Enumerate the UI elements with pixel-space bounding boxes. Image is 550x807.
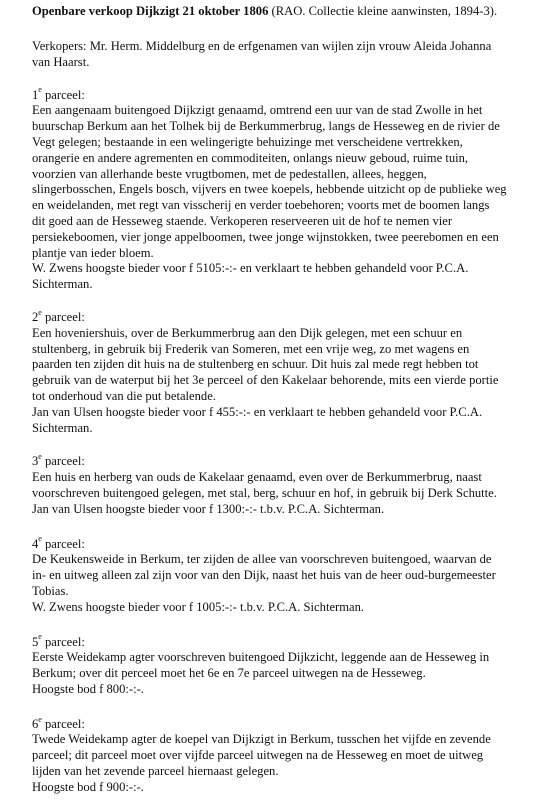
- parcel-number: 3: [32, 454, 39, 469]
- parcel-bid-line: Jan van Ulsen hoogste bieder voor f 1300:-:- t.b.v. P.C.A. Sichterman.: [32, 501, 385, 516]
- parcel-heading: [32, 307, 542, 326]
- parcel-ordinal: e: [38, 452, 42, 462]
- parcel-text-line: De Keukensweide in Berkum, ter zijden de allee van voorschreven buitengoed, waarvan de: [32, 552, 492, 567]
- parcel-heading: [32, 714, 542, 733]
- parcel-bid-line: Sichterman.: [32, 277, 93, 292]
- parcel-text-line: voorzien van allerhande beste vrugtbomen, met de pedestallen, allees, heggen,: [32, 166, 427, 181]
- document-title-source: (RAO. Collectie kleine aanwinsten, 1894-3).: [268, 4, 498, 18]
- parcel-bid-line: Hoogste bod f 900:-:-.: [32, 779, 144, 794]
- parcel-ordinal: e: [38, 85, 42, 95]
- parcel-text-line: plantje van ieder bloem.: [32, 245, 154, 260]
- parcel-text-line: Twede Weidekamp agter de koepel van Dijkzigt in Berkum, tusschen het vijfde en zevende: [32, 732, 491, 747]
- parcel-heading: [32, 85, 542, 104]
- parcel-text-line: tot onderhoud van die put betalende.: [32, 388, 216, 403]
- parcel-text-line: slingerbosschen, Engels bosch, vijvers en twee koepels, hebbende uitzicht op de publieke weg: [32, 182, 507, 197]
- parcel-text-line: stultenberg, in gebruik bij Frederik van Someren, met een vrije weg, zo met wagens en: [32, 341, 470, 356]
- parcel-heading: [32, 534, 542, 553]
- parcel-ordinal: e: [38, 714, 42, 724]
- parcel-text-line: Een aangenaam buitengoed Dijkzigt genaamd, omtrend een uur van de stad Zwolle in het: [32, 103, 483, 118]
- document-title-bold: Openbare verkoop Dijkzigt 21 oktober 1806: [32, 4, 269, 18]
- parcel-text-line: buurschap Berkum aan het Tolhek bij de Berkummerbrug, langs de Hesseweg en de rivier de: [32, 119, 500, 134]
- parcel-2: [32, 307, 542, 436]
- parcel-number: 6: [32, 716, 39, 731]
- parcel-label: parceel:: [41, 87, 85, 102]
- parcel-text-line: lijden van het zevende parceel hiernaast gelegen.: [32, 764, 279, 779]
- parcel-4: [32, 534, 542, 616]
- parcel-text-line: Een huis en herberg van ouds de Kakelaar genaamd, even over de Berkummerbrug, naast: [32, 470, 482, 485]
- parcel-number: 2: [32, 309, 39, 324]
- parcel-ordinal: e: [38, 534, 42, 544]
- parcel-1: [32, 85, 542, 293]
- parcel-ordinal: e: [38, 632, 42, 642]
- parcel-text-line: en weidelanden, met regt van visscherij en verder toebehoren; voorts met de boomen langs: [32, 198, 490, 213]
- parcel-3: [32, 454, 542, 517]
- parcel-text-line: in- en uitweg alleen zal zijn voor van den Dijk, naast het huis van de heer oud-burgemeester: [32, 568, 496, 583]
- parcel-label: parceel:: [41, 454, 85, 469]
- parcel-text-line: Een hoveniershuis, over de Berkummerbrug aan den Dijk gelegen, met een schuur en: [32, 325, 463, 340]
- sellers-line: Verkopers: Mr. Herm. Middelburg en de erfgenamen van wijlen zijn vrouw Aleida Johanna: [32, 39, 492, 53]
- parcel-text-line: Eerste Weidekamp agter voorschreven buitengoed Dijkzicht, leggende aan de Hesseweg in: [32, 650, 490, 665]
- parcel-heading: [32, 632, 542, 651]
- parcel-ordinal: e: [38, 307, 42, 317]
- parcel-bid-line: W. Zwens hoogste bieder voor f 1005:-:- t.b.v. P.C.A. Sichterman.: [32, 599, 365, 614]
- sellers-paragraph: [32, 39, 542, 71]
- parcel-5: [32, 632, 542, 698]
- parcel-text-line: Tobias.: [32, 583, 69, 598]
- parcel-bid-line: W. Zwens hoogste bieder voor f 5105:-:- en verklaart te hebben gehandeld voor P.C.A.: [32, 261, 469, 276]
- parcel-text-line: Berkum; over dit perceel moet het 6e en 7e parceel uitwegen na de Hesseweg.: [32, 666, 426, 681]
- parcel-label: parceel:: [41, 634, 85, 649]
- parcel-label: parceel:: [41, 536, 85, 551]
- parcel-text-line: Vegt gelegen; bestaande in een welingerigte behuizinge met verscheidene vertrekken,: [32, 134, 463, 149]
- parcel-text-line: parceel; dit parceel moet over vijfde parceel uitwegen na de Hesseweg en moet de uitweg: [32, 748, 484, 763]
- parcel-text-line: persiekeboomen, vier jonge appelboomen, twee jonge wijnstokken, twee peerebomen en een: [32, 229, 499, 244]
- parcel-number: 5: [32, 634, 39, 649]
- parcel-number: 4: [32, 536, 39, 551]
- parcel-text-line: paarden ten zijden dit huis na de stultenberg en schuur. Dit huis zal mede regt hebben tot: [32, 357, 479, 372]
- parcel-text-line: orangerie en andere agrementen en commoditeiten, onlangs nieuw geboud, ruime tuin,: [32, 150, 469, 165]
- parcel-bid-line: Sichterman.: [32, 420, 93, 435]
- parcel-text-line: gebruik van de waterput bij het 3e perceel of den Kakelaar behorende, mits een vierde portie: [32, 373, 499, 388]
- parcel-heading: [32, 454, 542, 470]
- parcel-bid-line: Jan van Ulsen hoogste bieder voor f 455:-:- en verklaart te hebben gehandeld voor P.C.A.: [32, 404, 483, 419]
- parcel-label: parceel:: [41, 716, 85, 731]
- parcel-6: [32, 714, 542, 796]
- parcel-number: 1: [32, 87, 39, 102]
- parcel-bid-line: Hoogste bod f 800:-:-.: [32, 681, 144, 696]
- document-title: [32, 3, 542, 19]
- parcel-label: parceel:: [41, 309, 85, 324]
- parcel-text-line: dit goed aan de Hesseweg staende. Verkoperen reserveeren uit de hof te nemen vier: [32, 213, 453, 228]
- sellers-line: van Haarst.: [32, 54, 90, 69]
- parcel-text-line: voorschreven buitengoed gelegen, met stal, berg, schuur en hof, in gebruik bij Derk Schutte.: [32, 485, 497, 500]
